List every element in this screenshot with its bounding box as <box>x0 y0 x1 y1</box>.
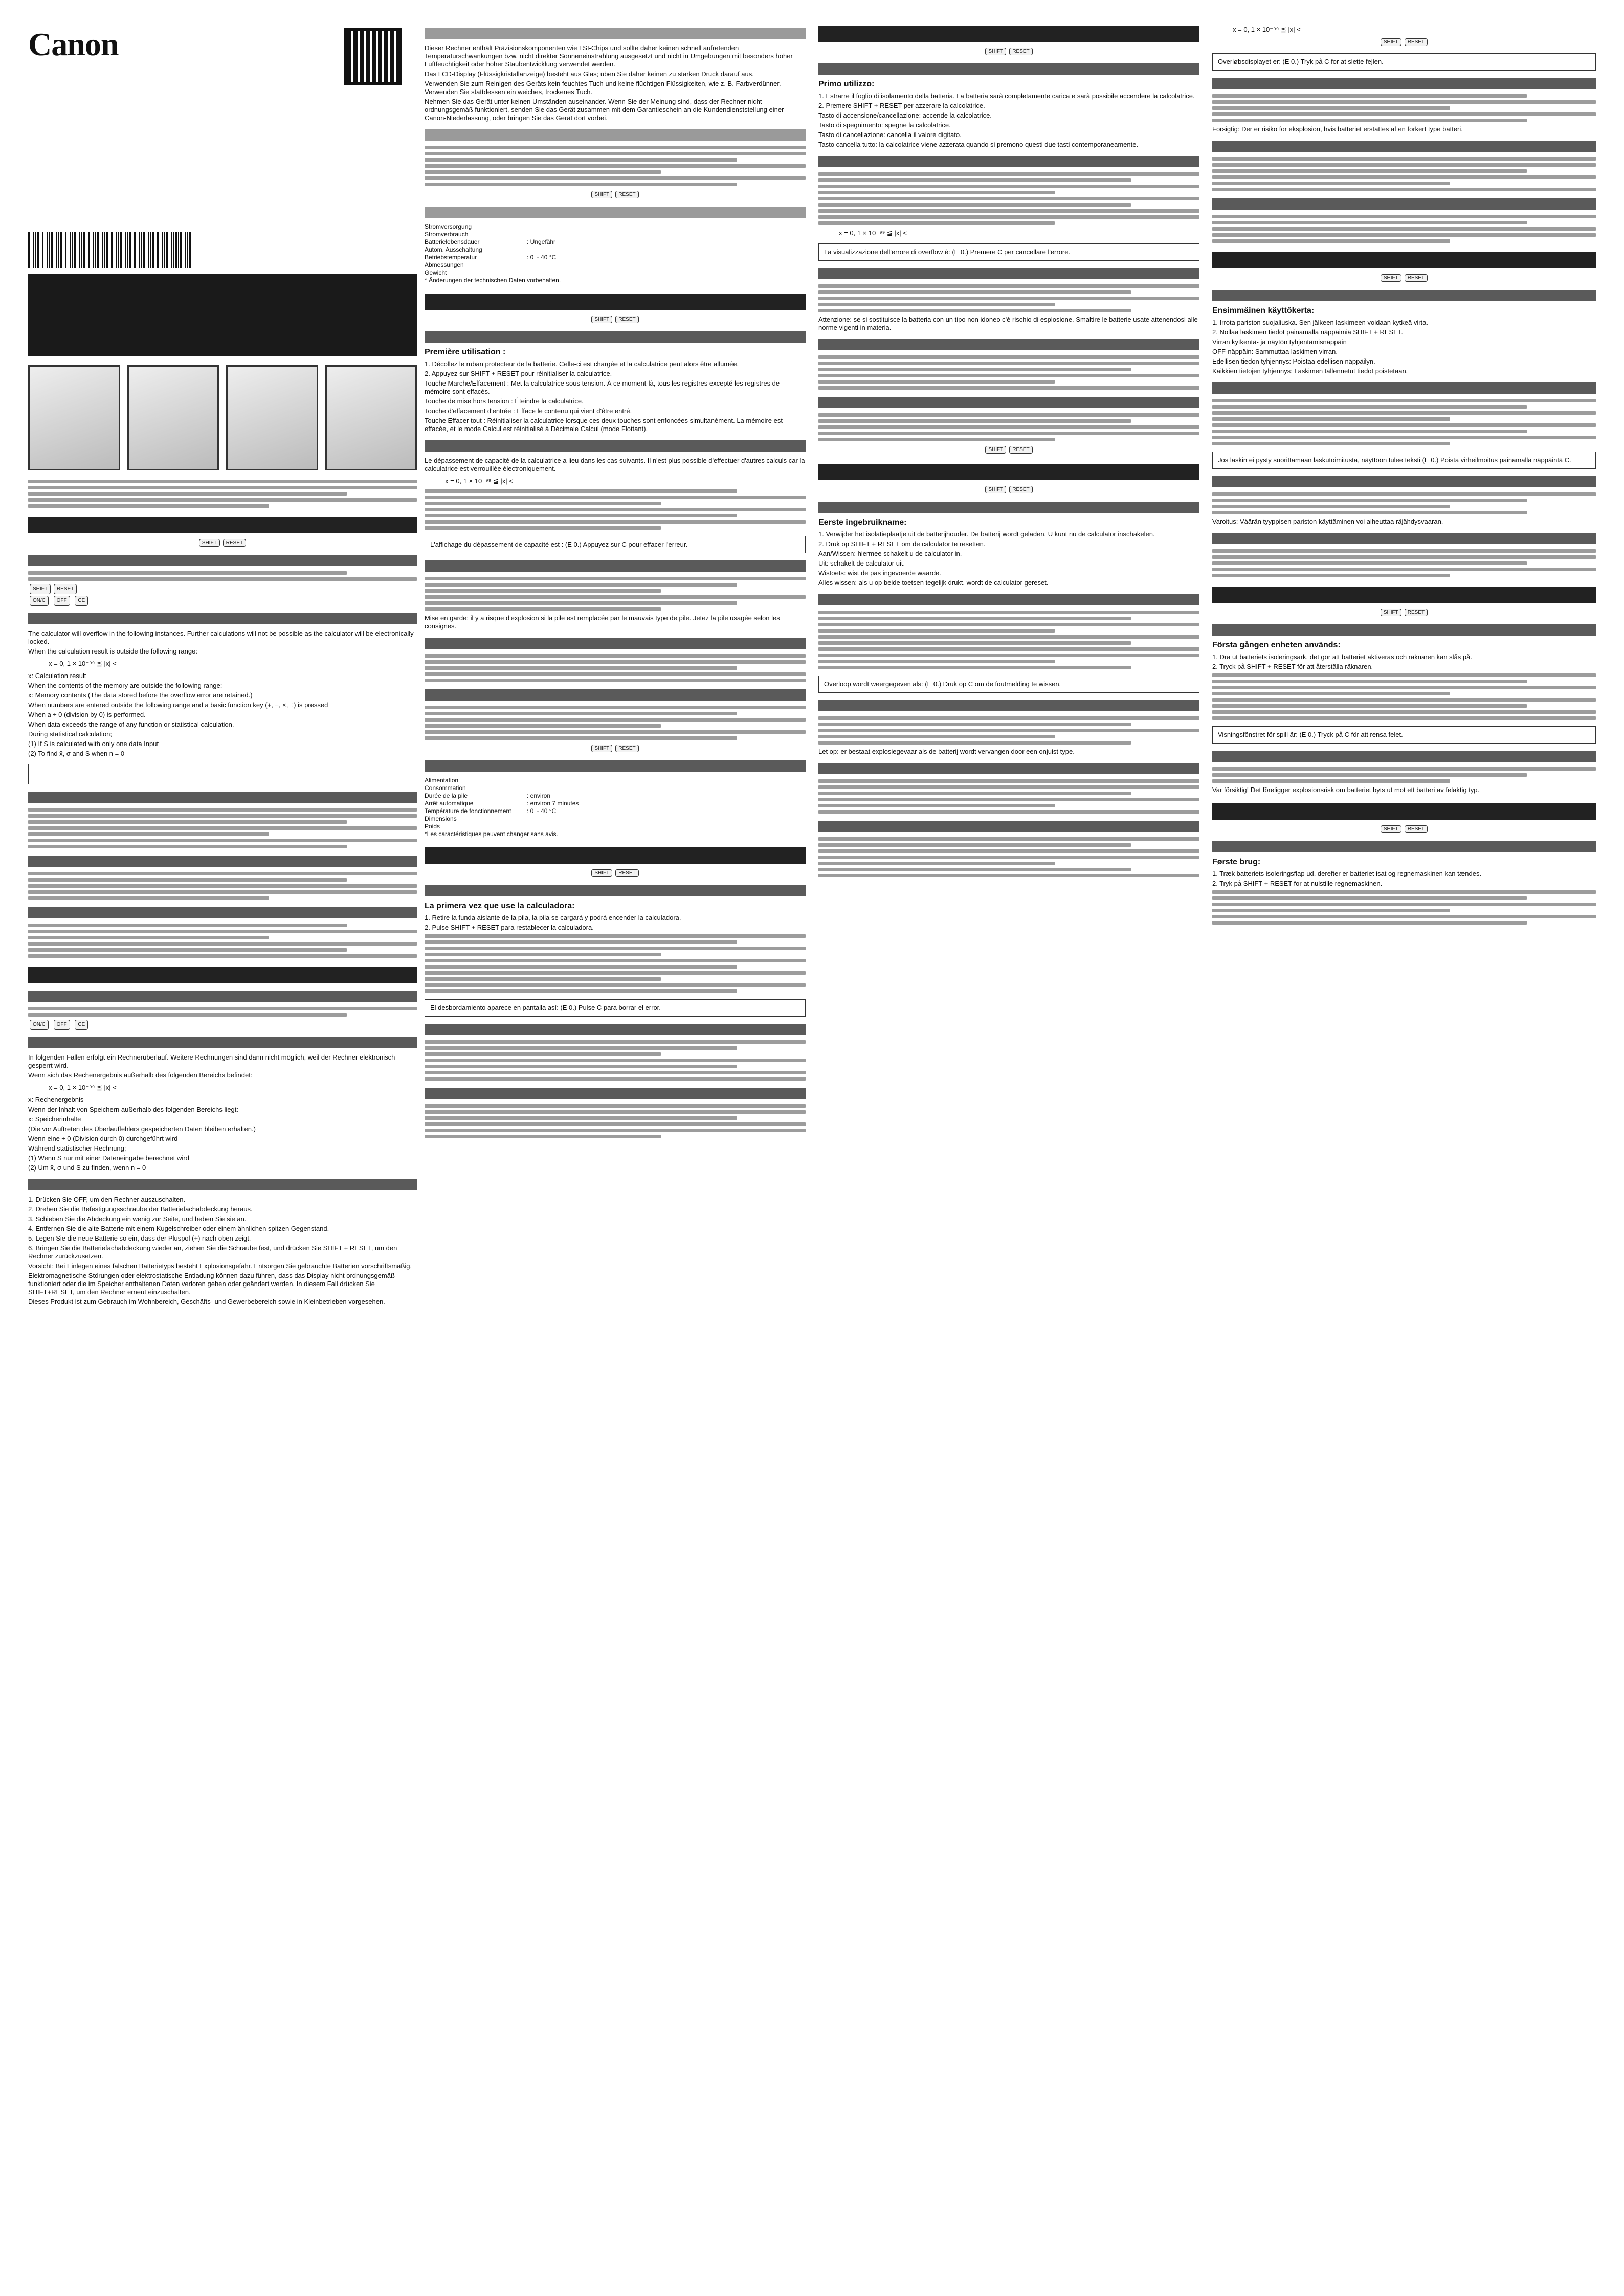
no-warning: Forsigtig: Der er risiko for eksplosion, hvis batteriet erstattes af en forkert type batteri. <box>1212 125 1463 133</box>
de-emi-note: Elektromagnetische Störungen oder elektrostatische Entladung können dazu führen, dass das Display nicht ordnungsgemäß funktioniert oder die im Speicher enthaltenen Daten verloren gehen oder geändert werden. In diesem Fall drücken Sie SHIFT+RESET, um den Rechner erneut einzuschalten. <box>28 1272 395 1296</box>
column-1: Canon SHIFT RESET SHIFT RESET ON/C OFF CE The calculator will overflow in the following instances. Further calculations will not be possible as the calculator will be electronically locked. When the calculation result is outside the following range: x = 0, 1 × 10⁻⁹⁹ ≦ |x| < x: Calculation result When the contents of the memory are outside the following range: x: Memory contents (The data stored before the overflow error are retained.) When numbers are entered outside the following range and a basic function key (+, −, ×, ÷) is pressed When a ÷ 0 (division by 0) is performed. When data exceeds the range of any function or statistical calculation. During statistical calculation; (1) If S is calculated with only one data Input (2) To find x̄, σ and S when n = 0 ON/C OFF CE In folgenden Fällen erfolgt ein Rechnerüberlauf. Weitere Rechnungen sind dann nicht möglich, weil der Rechner elektronisch gesperrt wird. Wenn sich das Rechenergebnis außerhalb des folgenden Bereichs befindet: x = 0, 1 × 10⁻⁹⁹ ≦ |x| < x: Rechenergebnis Wenn der Inhalt von Speichern außerhalb des folgenden Bereichs liegt: x: Speicherinhalte (Die vor Auftreten des Überlauffehlers gespeicherten Daten bleiben erhalten.) Wenn eine ÷ 0 (Division durch 0) durchgeführt wird Während statistischer Rechnung; (1) Wenn S nur mit einer Dateneingabe berechnet wird (2) Um x̄, σ und S zu finden, wenn n = 0 1. Drücken Sie OFF, um den Rechner auszuschalten. 2. Drehen Sie die Befestigungsschraube der Batteriefachabdeckung heraus. 3. Schieben Sie die Abdeckung ein wenig zur Seite, und heben Sie sie an. 4. Entfernen Sie die alte Batterie mit einem Kugelschreiber oder einem ähnlichen spitzen Gegenstand. 5. Legen Sie die neue Batterie so ein, dass der Pluspol (+) nach oben zeigt. 6. Bringen Sie die Batteriefachabdeckung wieder an, ziehen Sie die Schraube fest, und drücken Sie SHIFT + RESET, um den Rechner zurückzusetzen. Vorsicht: Bei Einlegen eines falschen Batterietyps besteht Explosionsgefahr. Entsorgen Sie gebrauchte Batterien vorschriftsmäßig. Elektromagnetische Störungen oder elektrostatische Entladung können dazu führen, dass das Display nicht ordnungsgemäß funktioniert oder die im Speicher enthaltenen Daten verloren gehen oder geändert werden. In diesem Fall drücken Sie SHIFT+RESET, um den Rechner erneut einzuschalten. Dieses Produkt ist zum Gebrauch im Wohnbereich, Geschäfts- und Gewerbebereich sowie in Kleinbetrieben vorgesehen. <box>28 20 417 2286</box>
column-4: x = 0, 1 × 10⁻⁹⁹ ≦ |x| < SHIFT RESET Overløbsdisplayet er: (E 0.) Tryk på C for at slette fejlen. Forsigtig: Der er risiko for eksplosion, hvis batteriet erstattes af en forkert type batteri. SHIFT RESET Ensimmäinen käyttökerta: 1. Irrota pariston suojaliuska. Sen jälkeen laskimeen voidaan kytkeä virta. 2. Nollaa laskimen tiedot painamalla näppäimiä SHIFT + RESET. Virran kytkentä- ja näytön tyhjentämisnäppäin OFF-näppäin: Sammuttaa laskimen virran. Edellisen tiedon tyhjennys: Poistaa edellisen näppäilyn. Kaikkien tietojen tyhjennys: Laskimen tallennetut tiedot poistetaan. Jos laskin ei pysty suorittamaan laskutoimitusta, näyttöön tulee teksti (E 0.) Poista virheilmoitus painamalla näppäintä C. Varoitus: Väärän tyyppisen pariston käyttäminen voi aiheuttaa räjähdysvaaran. SHIFT RESET Första gången enheten används: 1. Dra ut batteriets isoleringsark, det gör att batteriet aktiveras och räknaren kan slås på. 2. Tryck på SHIFT + RESET för att återställa räknaren. Visningsfönstret för spill är: (E 0.) Tryck på C för att rensa felet. Var försiktig! Det föreligger explosionsrisk om batteriet byts ut mot ett batteri av felaktig typ. SHIFT RESET Første brug: 1. Træk batteriets isoleringsflap ud, derefter er batteriet isat og regnemaskinen kan tændes. 2. Tryk på SHIFT + RESET for at nulstille regnemaskinen. <box>1212 20 1596 2286</box>
french-header-bar <box>425 294 806 310</box>
nl-overflow-box: Overloop wordt weergegeven als: (E 0.) Druk op C om de foutmelding te wissen. <box>818 676 1199 693</box>
de-spec-table: Stromversorgung Stromverbrauch Batterielebensdauer : Ungefähr Autom. Ausschaltung Betriebstemperatur : 0 ~ 40 °C Abmessungen Gewicht * Änderungen der technischen Daten vorbehalten. <box>425 223 561 284</box>
battery-illustrations <box>28 365 417 470</box>
fr-spec-table: Alimentation Consommation Durée de la pile : environ Arrêt automatique : environ 7 minutes Température de fonctionnement : 0 ~ 40 °C Dimensions Poids *Les caractéristiques peuvent changer sans avis. <box>425 777 579 838</box>
finnish-header-bar <box>1212 252 1596 268</box>
dutch-header-bar <box>818 464 1199 480</box>
es-first-use-title: La primera vez que use la calculadora: <box>425 902 575 910</box>
canon-logo: Canon <box>28 26 119 62</box>
german-header-bar <box>28 967 417 983</box>
fr-overflow-box: L'affichage du dépassement de capacité est : (E 0.) Appuyez sur C pour effacer l'erreur. <box>425 536 806 553</box>
it-warning: Attenzione: se si sostituisce la batteria con un tipo non idoneo c'è rischio di esplosione. Smaltire le batterie usate attenendosi alle norme vigenti in materia. <box>818 316 1198 331</box>
illustration-1 <box>28 365 120 470</box>
en-overflow-intro: The calculator will overflow in the following instances. Further calculations will not be possible as the calculator will be electronically locked. <box>28 629 414 645</box>
sv-warning: Var försiktig! Det föreligger explosionsrisk om batteriet byts ut mot ett batteri av felaktig typ. <box>1212 786 1480 794</box>
fi-first-use-title: Ensimmäinen käyttökerta: <box>1212 306 1315 315</box>
illustration-4 <box>325 365 417 470</box>
column-3: SHIFT RESET Primo utilizzo: 1. Estrarre il foglio di isolamento della batteria. La batteria sarà completamente carica e sarà possibile accendere la calcolatrice. 2. Premere SHIFT + RESET per azzerare la calcolatrice. Tasto di accensione/cancellazione: accende la calcolatrice. Tasto di spegnimento: spegne la calcolatrice. Tasto di cancellazione: cancella il valore digitato. Tasto cancella tutto: la calcolatrice viene azzerata quando si premono questi due tasti contemporaneamente. x = 0, 1 × 10⁻⁹⁹ ≦ |x| < La visualizzazione dell'errore di overflow è: (E 0.) Premere C per cancellare l'errore. Attenzione: se si sostituisce la batteria con un tipo non idoneo c'è rischio di esplosione. Smaltire le batterie usate attenendosi alle norme vigenti in materia. SHIFT RESET SHIFT RESET Eerste ingebruikname: 1. Verwijder het isolatieplaatje uit de batterijhouder. De batterij wordt geladen. U kunt nu de calculator inschakelen. 2. Druk op SHIFT + RESET om de calculator te resetten. Aan/Wissen: hiermee schakelt u de calculator in. Uit: schakelt de calculator uit. Wistoets: wist de pas ingevoerde waarde. Alles wissen: als u op beide toetsen tegelijk drukt, wordt de calculator gereset. Overloop wordt weergegeven als: (E 0.) Druk op C om de foutmelding te wissen. Let op: er bestaat explosiegevaar als de batterij wordt vervangen door een onjuist type. <box>818 20 1199 2286</box>
qr-code <box>344 28 402 85</box>
column-2: Dieser Rechner enthält Präzisionskomponenten wie LSI-Chips und sollte daher keinen schnell aufretenden Temperaturschwankungen bzw. nicht direkter Sonneneinstrahlung ausgesetzt und nicht in Umgebungen mit besonders hoher Luftfeuchtigkeit oder hoher Staubentwicklung verwendet werden. Das LCD-Display (Flüssigkristallanzeige) besteht aus Glas; üben Sie daher keinen zu starken Druck darauf aus. Verwenden Sie zum Reinigen des Geräts kein feuchtes Tuch und keine flüchtigen Flüssigkeiten, wie z. B. Farbverdünner. Verwenden Sie stattdessen ein weiches, trockenes Tuch. Nehmen Sie das Gerät unter keinen Umständen auseinander. Wenn Sie der Meinung sind, dass der Rechner nicht ordnungsgemäß funktioniert, senden Sie das Gerät zusammen mit dem Garantieschein an die Kundendienststellung einer Canon-Niederlassung, oder bringen Sie das Gerät dort vorbei. SHIFT RESET Stromversorgung Stromverbrauch Batterielebensdauer : Ungefähr Autom. Ausschaltung Betriebstemperatur : 0 ~ 40 °C Abmessungen Gewicht * Änderungen der technischen Daten vorbehalten. SHIFT RESET Première utilisation : 1. Décollez le ruban protecteur de la batterie. Celle-ci est chargée et la calculatrice peut alors être allumée. 2. Appuyez sur SHIFT + RESET pour réinitialiser la calculatrice. Touche Marche/Effacement : Met la calculatrice sous tension. À ce moment-là, tous les registres excepté les registres de mémoire sont effacés. Touche de mise hors tension : Éteindre la calculatrice. Touche d'effacement d'entrée : Efface le contenu qui vient d'être entré. Touche Effacer tout : Réinitialiser la calculatrice lorsque ces deux touches sont enfoncées simultanément. La mémoire est effacée, et le mode Calcul est réinitialisé à Décimale Calcul (mode Flottant). Le dépassement de capacité de la calculatrice a lieu dans les cas suivants. Il n'est plus possible d'effectuer d'autres calculs car la calculatrice est verrouillée électroniquement. x = 0, 1 × 10⁻⁹⁹ ≦ |x| < L'affichage du dépassement de capacité est : (E 0.) Appuyez sur C pour effacer l'erreur. Mise en garde: il y a risque d'explosion si la pile est remplacée par le mauvais type de pile. Jetez la pile usagée selon les consignes. SHIFT RESET Alimentation Consommation Durée de la pile : environ Arrêt automatique : environ 7 minutes Température de fonctionnement : 0 ~ 40 °C Dimensions Poids *Les caractéristiques peuvent changer sans avis. SHIFT RESET La primera vez que use la calculadora: 1. Retire la funda aislante de la pila, la pila se cargará y podrá encender la calculadora. 2. Pulse SHIFT + RESET para restablecer la calculadora. El desbordamiento aparece en pantalla así: (E 0.) Pulse C para borrar el error. <box>425 20 806 2286</box>
es-overflow-box: El desbordamiento aparece en pantalla así: (E 0.) Pulse C para borrar el error. <box>425 999 806 1017</box>
en-overflow-box <box>28 764 254 784</box>
nl-warning: Let op: er bestaat explosiegevaar als de batterij wordt vervangen door een onjuist type. <box>818 748 1075 755</box>
no-overflow-box: Overløbsdisplayet er: (E 0.) Tryk på C for at slette fejlen. <box>1212 53 1596 71</box>
fr-warning: Mise en garde: il y a risque d'explosion si la pile est remplacée par le mauvais type de pile. Jetez la pile usagée selon les consignes. <box>425 614 780 630</box>
illustration-3 <box>226 365 318 470</box>
sv-overflow-box: Visningsfönstret för spill är: (E 0.) Tryck på C för att rensa felet. <box>1212 726 1596 744</box>
reset-key: RESET <box>223 539 246 547</box>
barcode <box>28 232 192 268</box>
italian-header-bar <box>818 26 1199 42</box>
fi-overflow-box: Jos laskin ei pysty suorittamaan laskutoimitusta, näyttöön tulee teksti (E 0.) Poista virheilmoitus painamalla näppäintä C. <box>1212 452 1596 469</box>
shift-key: SHIFT <box>199 539 220 547</box>
sv-first-use-title: Första gången enheten används: <box>1212 641 1341 649</box>
fi-warning: Varoitus: Väärän tyyppisen pariston käyttäminen voi aiheuttaa räjähdysvaaran. <box>1212 517 1443 525</box>
nl-first-use-title: Eerste ingebruikname: <box>818 518 907 527</box>
da-first-use-title: Første brug: <box>1212 858 1261 866</box>
swedish-header-bar <box>1212 587 1596 603</box>
de-overflow-intro: In folgenden Fällen erfolgt ein Rechnerüberlauf. Weitere Rechnungen sind dann nicht möglich, weil der Rechner elektronisch gesperrt wird. <box>28 1053 395 1069</box>
spanish-header-bar <box>425 847 806 864</box>
fr-first-use-title: Première utilisation : <box>425 348 506 356</box>
danish-header-bar <box>1212 803 1596 820</box>
illustration-2 <box>127 365 219 470</box>
it-overflow-box: La visualizzazione dell'errore di overflow è: (E 0.) Premere C per cancellare l'errore. <box>818 243 1199 261</box>
english-header-bar <box>28 517 417 533</box>
it-first-use-title: Primo utilizzo: <box>818 80 875 88</box>
de-warning: Vorsicht: Bei Einlegen eines falschen Batterietyps besteht Explosionsgefahr. Entsorgen Sie gebrauchte Batterien vorschriftsmäßig. <box>28 1262 412 1270</box>
cover-black-panel <box>28 274 417 356</box>
